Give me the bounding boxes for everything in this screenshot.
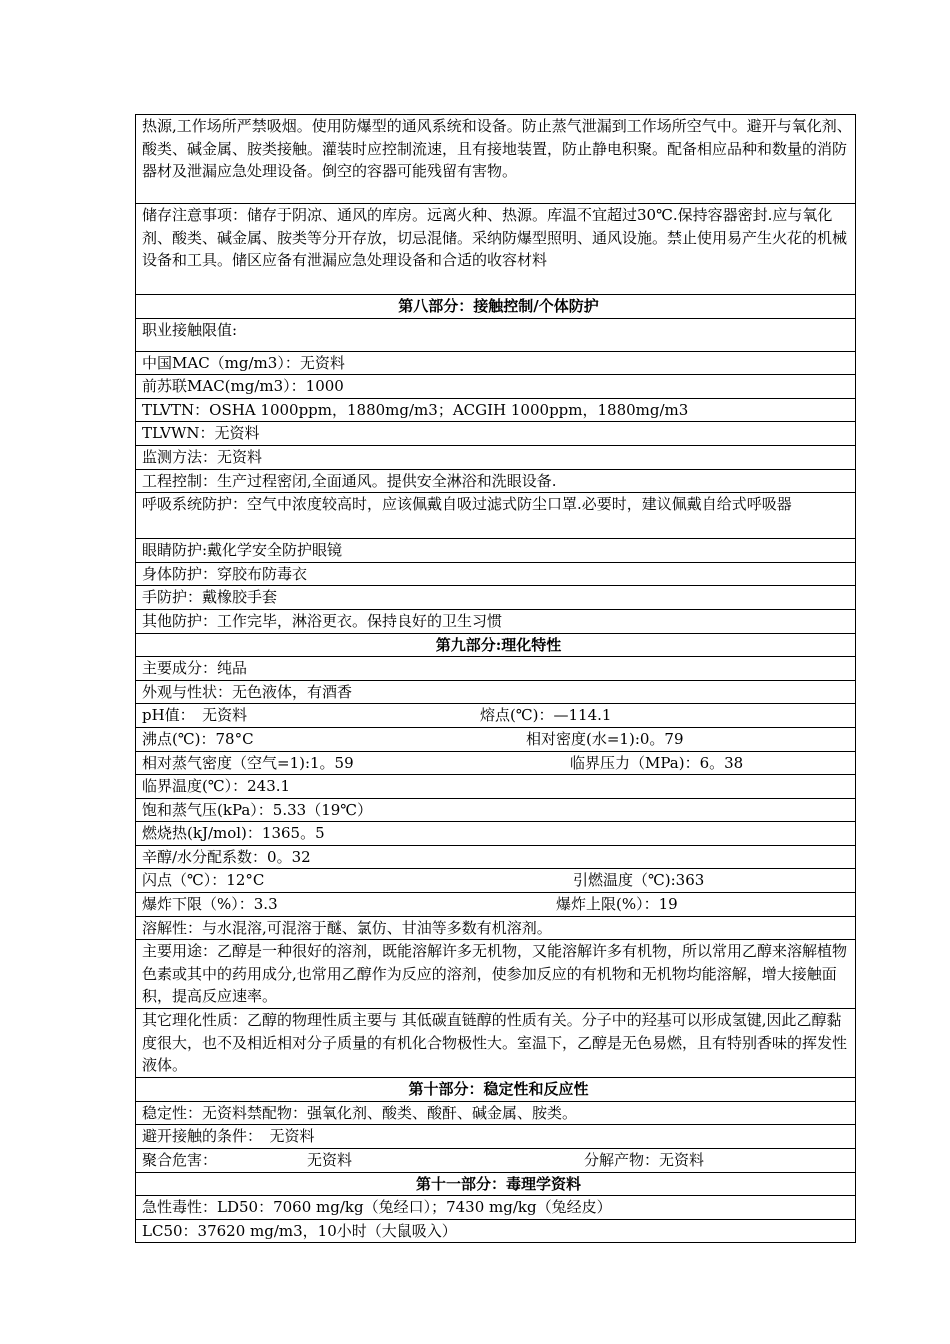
storage-precautions: 储存注意事项：储存于阴凉、通风的库房。远离火种、热源。库温不宜超过30℃.保持容器密封.应与氧化剂、酸类、碱金属、胺类等分开存放，切忌混储。采纳防爆型照明、通风设施。禁止使用易产生火花的机械设备和工具。储区应备有泄漏应急处理设备和合适的收容材料: [136, 204, 856, 295]
boiling-density-row: [136, 727, 856, 751]
section-10-header: 第十部分：稳定性和反应性: [136, 1078, 856, 1102]
engineering-control: 工程控制：生产过程密闭,全面通风。提供安全淋浴和洗眼设备.: [136, 469, 856, 493]
other-properties: 其它理化性质：乙醇的物理性质主要与 其低碳直链醇的性质有关。分子中的羟基可以形成氢键,因此乙醇黏度很大，也不及相近相对分子质量的有机化合物极性大。室温下，乙醇是无色易燃，且有特别香味的挥发性液体。: [136, 1009, 856, 1078]
flash-point: 闪点（℃）：12°C: [142, 871, 265, 890]
table-row: [136, 704, 856, 728]
tlvwn: TLVWN：无资料: [136, 422, 856, 446]
polymerization-label: 聚合危害：: [142, 1151, 218, 1170]
handling-precautions-cont: 热源,工作场所严禁吸烟。使用防爆型的通风系统和设备。防止蒸气泄漏到工作场所空气中。避开与氧化剂、酸类、碱金属、胺类接触。灌装时应控制流速，且有接地装置，防止静电积聚。配备相应品种和数量的消防器材及泄漏应急处理设备。倒空的容器可能残留有害物。: [136, 115, 856, 204]
table-row: [136, 1149, 856, 1173]
body-protection: 身体防护：穿胶布防毒衣: [136, 562, 856, 586]
acute-toxicity: 急性毒性：LD50：7060 mg/kg（兔经口）；7430 mg/kg（兔经皮）: [136, 1196, 856, 1220]
table-row: [136, 633, 856, 657]
decomposition-products: 分解产物：无资料: [584, 1151, 705, 1170]
table-row: [136, 1172, 856, 1196]
partition-coefficient: 辛醇/水分配系数：0。32: [136, 845, 856, 869]
flash-ignition-row: [136, 869, 856, 893]
explosion-upper-limit: 爆炸上限(%）：19: [556, 895, 678, 914]
appearance: 外观与性状：无色液体，有酒香: [136, 680, 856, 704]
table-row: [136, 822, 856, 846]
table-row: [136, 204, 856, 295]
table-row: [136, 351, 856, 375]
critical-temperature: 临界温度(℃）：243.1: [136, 775, 856, 799]
table-row: [136, 775, 856, 799]
table-row: [136, 845, 856, 869]
lc50: LC50：37620 mg/m3，10小时（大鼠吸入）: [136, 1219, 856, 1243]
china-mac: 中国MAC（mg/m3）：无资料: [136, 351, 856, 375]
table-row: [136, 115, 856, 204]
ussr-mac: 前苏联MAC(mg/m3）：1000: [136, 375, 856, 399]
main-composition: 主要成分：纯品: [136, 657, 856, 681]
other-protection: 其他防护：工作完毕，淋浴更衣。保持良好的卫生习惯: [136, 609, 856, 633]
ph-value: pH值： 无资料: [142, 706, 248, 725]
hand-protection: 手防护：戴橡胶手套: [136, 586, 856, 610]
ph-melting-row: [136, 704, 856, 728]
table-row: [136, 893, 856, 917]
ignition-temperature: 引燃温度（℃):363: [573, 871, 705, 890]
boiling-point: 沸点(℃)：78°C: [142, 729, 254, 748]
table-row: [136, 586, 856, 610]
melting-point: 熔点(℃)：—114.1: [480, 706, 612, 725]
table-row: [136, 727, 856, 751]
table-row: [136, 798, 856, 822]
vapor-density-pressure-row: [136, 751, 856, 775]
table-row: [136, 1078, 856, 1102]
solubility: 溶解性：与水混溶,可混溶于醚、氯仿、甘油等多数有机溶剂。: [136, 916, 856, 940]
table-row: [136, 916, 856, 940]
section-8-header: 第八部分：接触控制/个体防护: [136, 295, 856, 319]
table-row: [136, 751, 856, 775]
table-row: [136, 1125, 856, 1149]
main-uses: 主要用途：乙醇是一种很好的溶剂，既能溶解许多无机物，又能溶解许多有机物，所以常用乙醇来溶解植物色素或其中的药用成分,也常用乙醇作为反应的溶剂，使参加反应的有机物和无机物均能溶解，增大接触面积，提高反应速率。: [136, 940, 856, 1009]
eye-protection: 眼睛防护:戴化学安全防护眼镜: [136, 539, 856, 563]
heat-of-combustion: 燃烧热(kJ/mol)：1365。5: [136, 822, 856, 846]
conditions-to-avoid: 避开接触的条件： 无资料: [136, 1125, 856, 1149]
explosion-lower-limit: 爆炸下限（%）：3.3: [142, 895, 278, 914]
section-9-header: 第九部分:理化特性: [136, 633, 856, 657]
monitoring-method: 监测方法：无资料: [136, 445, 856, 469]
table-row: [136, 539, 856, 563]
respiratory-protection: 呼吸系统防护：空气中浓度较高时，应该佩戴自吸过滤式防尘口罩.必要时，建议佩戴自给式呼吸器: [136, 493, 856, 539]
table-row: [136, 680, 856, 704]
table-row: [136, 295, 856, 319]
explosion-limits-row: [136, 893, 856, 917]
table-row: [136, 869, 856, 893]
vapor-density: 相对蒸气密度（空气=1):1。59: [142, 753, 354, 772]
table-row: [136, 940, 856, 1009]
table-row: [136, 375, 856, 399]
table-row: [136, 1101, 856, 1125]
polymerization-row: [136, 1149, 856, 1173]
table-row: [136, 562, 856, 586]
table-row: [136, 469, 856, 493]
exposure-limits-label: 职业接触限值:: [136, 318, 856, 351]
section-11-header: 第十一部分：毒理学资料: [136, 1172, 856, 1196]
saturated-vapor-pressure: 饱和蒸气压(kPa）：5.33（19℃）: [136, 798, 856, 822]
msds-table: [135, 114, 856, 1243]
table-row: [136, 609, 856, 633]
table-row: [136, 657, 856, 681]
table-row: [136, 1009, 856, 1078]
table-row: [136, 1196, 856, 1220]
critical-pressure: 临界压力（MPa)：6。38: [570, 753, 744, 772]
polymerization-value: 无资料: [307, 1151, 353, 1170]
table-row: [136, 493, 856, 539]
table-row: [136, 1219, 856, 1243]
table-row: [136, 318, 856, 351]
tlvtn: TLVTN：OSHA 1000ppm，1880mg/m3；ACGIH 1000ppm，1880mg/m3: [136, 398, 856, 422]
table-row: [136, 422, 856, 446]
table-row: [136, 445, 856, 469]
table-row: [136, 398, 856, 422]
stability: 稳定性：无资料禁配物：强氧化剂、酸类、酸酐、碱金属、胺类。: [136, 1101, 856, 1125]
relative-density: 相对密度(水=1):0。79: [526, 729, 684, 748]
